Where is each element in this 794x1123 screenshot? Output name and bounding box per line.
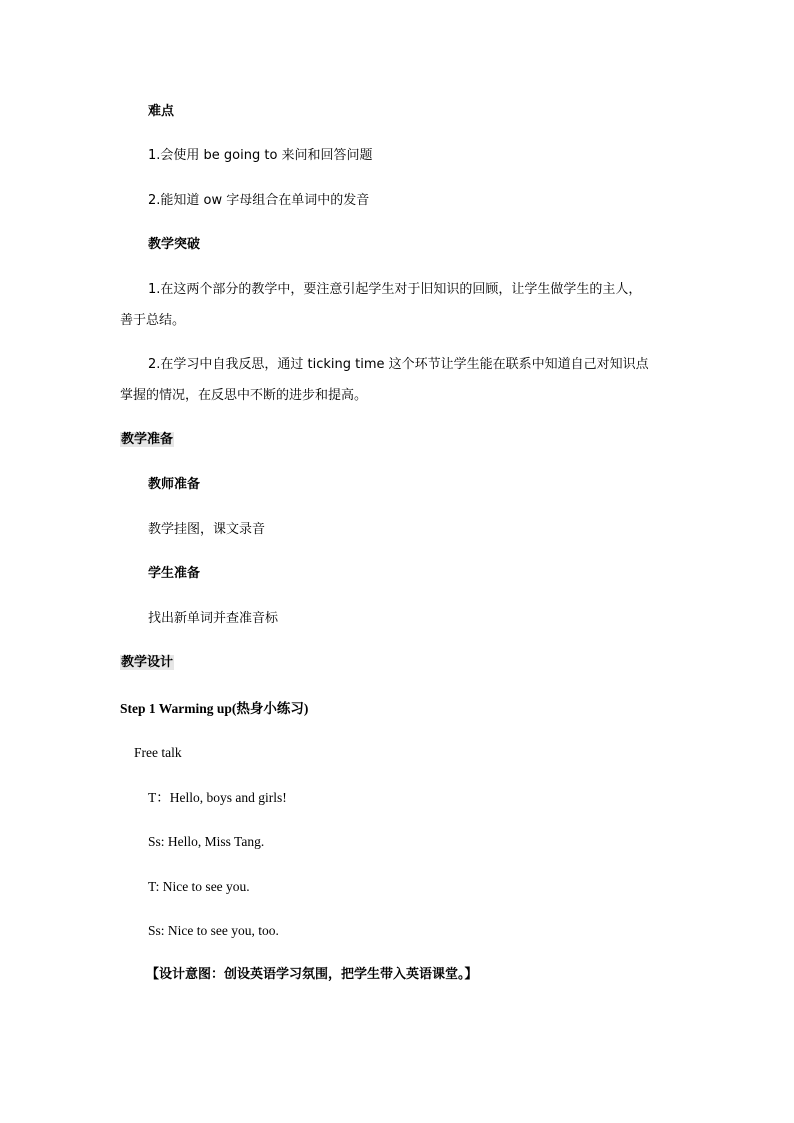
student-preparation-heading: 学生准备	[148, 566, 201, 581]
breakthrough-item-1-line-2: 善于总结。	[120, 313, 186, 328]
teacher-preparation-heading: 教师准备	[148, 477, 201, 492]
preparation-heading	[120, 431, 174, 449]
step-1-heading: Step 1 Warming up(热身小练习)	[120, 701, 309, 716]
breakthrough-item-2-line-1: 2.在学习中自我反思，通过 ticking time 这个环节让学生能在联系中知道自己对知识点	[148, 357, 649, 372]
breakthrough-item-1-line-1: 1.在这两个部分的教学中，要注意引起学生对于旧知识的回顾，让学生做学生的主人，	[148, 282, 642, 297]
difficulty-item-1: 1.会使用 be going to 来问和回答问题	[148, 148, 373, 163]
dialogue-line: T：Hello, boys and girls!	[148, 790, 287, 805]
student-preparation-text: 找出新单词并查准音标	[148, 611, 279, 626]
dialogue-line: Ss: Nice to see you, too.	[148, 923, 279, 938]
preparation-heading-text: 教学准备	[121, 432, 174, 447]
dialogue-line: Ss: Hello, Miss Tang.	[148, 834, 265, 849]
free-talk-label: Free talk	[134, 745, 182, 760]
design-intent-note: 【设计意图：创设英语学习氛围，把学生带入英语课堂。】	[146, 967, 478, 982]
difficulty-item-2: 2.能知道 ow 字母组合在单词中的发音	[148, 193, 370, 208]
design-heading	[120, 654, 174, 672]
dialogue-line: T: Nice to see you.	[148, 879, 250, 894]
difficulty-heading: 难点	[148, 104, 175, 119]
teacher-preparation-text: 教学挂图，课文录音	[148, 522, 266, 537]
design-heading-text: 教学设计	[121, 655, 174, 670]
breakthrough-heading: 教学突破	[148, 237, 201, 252]
breakthrough-item-2-line-2: 掌握的情况，在反思中不断的进步和提高。	[120, 388, 368, 403]
